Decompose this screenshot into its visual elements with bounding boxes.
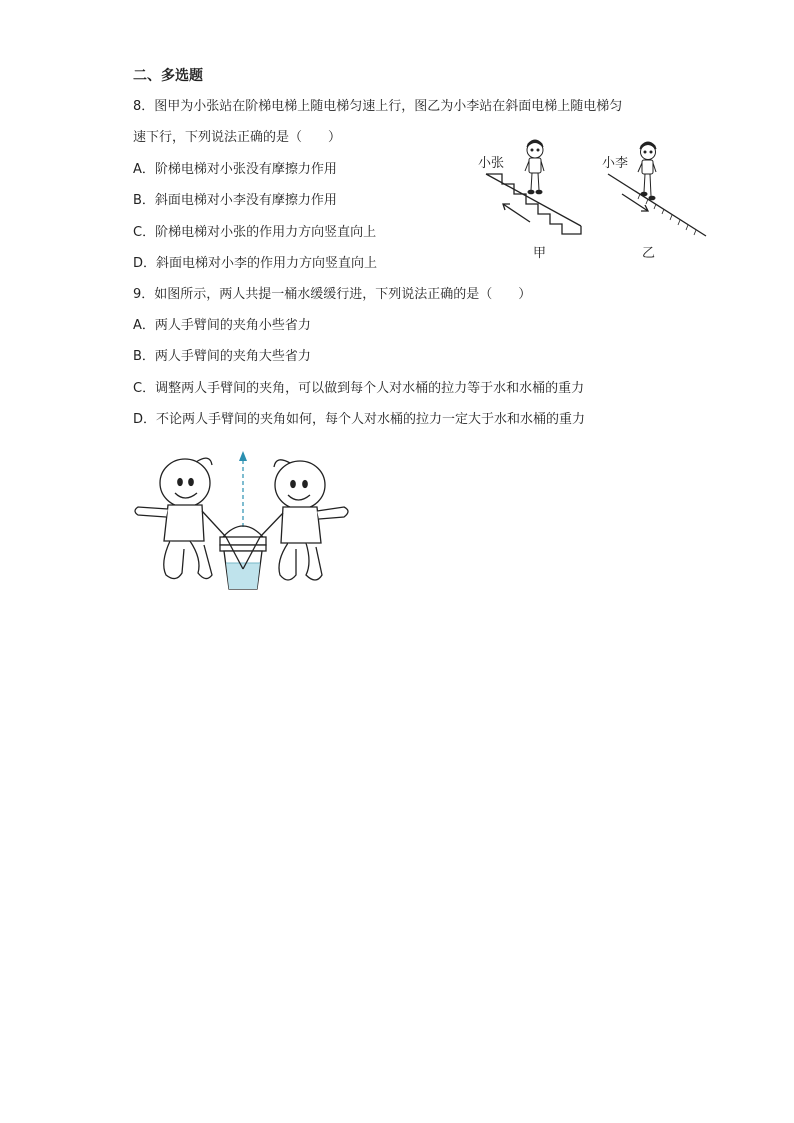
q8-option-b: B．斜面电梯对小李没有摩擦力作用: [133, 193, 337, 208]
q8-stem-line1: 8．图甲为小张站在阶梯电梯上随电梯匀速上行，图乙为小李站在斜面电梯上随电梯匀: [133, 99, 623, 114]
section-title: 二、多选题: [133, 68, 203, 84]
stair-motion-arrow: [503, 204, 530, 222]
slope-hatching: [638, 194, 696, 235]
q8-person-b-label: 小李: [602, 156, 629, 171]
q9-option-d: D．不论两人手臂间的夹角如何，每个人对水桶的拉力一定大于水和水桶的重力: [133, 412, 586, 427]
left-person-icon: [135, 458, 226, 578]
q9-bucket-figure: [130, 445, 355, 593]
q8-option-c: C．阶梯电梯对小张的作用力方向竖直向上: [133, 225, 377, 240]
q9-option-b: B．两人手臂间的夹角大些省力: [133, 349, 311, 364]
q8-stem-line2: 速下行，下列说法正确的是（ ）: [133, 130, 342, 145]
stair-escalator: [486, 174, 581, 234]
boy-xiaoli-icon: [638, 142, 656, 200]
q8-person-a-label: 小张: [478, 156, 505, 171]
q8-escalator-figure: [470, 138, 715, 266]
right-person-icon: [260, 460, 348, 580]
q8-figure-label-jia: 甲: [533, 246, 547, 261]
boy-xiaozhang-icon: [525, 140, 544, 194]
q9-option-a: A．两人手臂间的夹角小些省力: [133, 318, 311, 333]
q9-option-c: C．调整两人手臂间的夹角，可以做到每个人对水桶的拉力等于水和水桶的重力: [133, 381, 585, 396]
q9-stem: 9．如图所示，两人共提一桶水缓缓行进，下列说法正确的是（ ）: [133, 287, 532, 302]
slope-escalator: [608, 174, 706, 236]
upward-force-arrow: [239, 451, 247, 527]
q8-option-a: A．阶梯电梯对小张没有摩擦力作用: [133, 162, 337, 177]
q8-option-d: D．斜面电梯对小李的作用力方向竖直向上: [133, 256, 378, 271]
water-bucket-icon: [220, 526, 266, 589]
q8-figure-label-yi: 乙: [642, 246, 656, 261]
